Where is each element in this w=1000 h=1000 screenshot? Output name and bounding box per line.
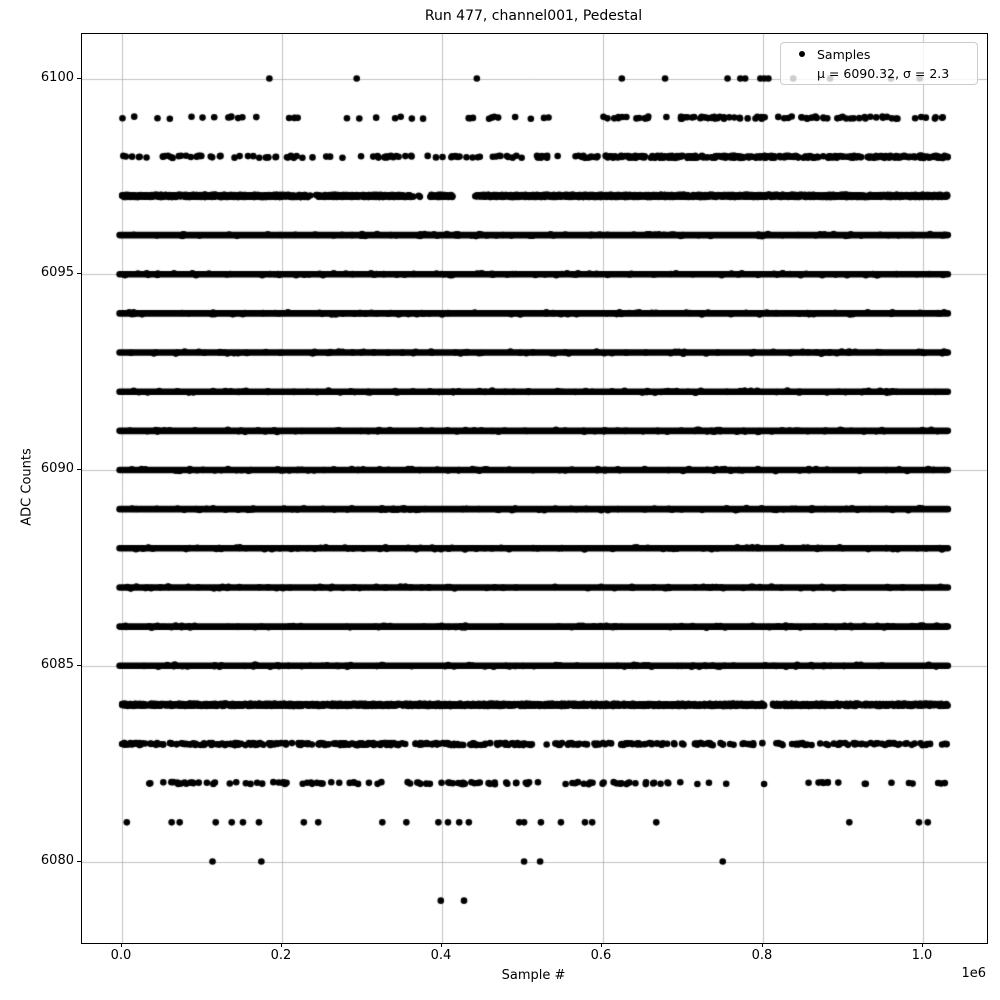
y-tick-label: 6090 — [40, 461, 74, 476]
x-tick-mark — [281, 943, 282, 947]
y-tick-mark — [77, 273, 81, 274]
x-axis-offset-label: 1e6 — [961, 966, 986, 981]
y-tick-mark — [77, 469, 81, 470]
y-tick-label: 6100 — [40, 70, 74, 85]
x-tick-mark — [762, 943, 763, 947]
legend-stats-label: μ = 6090.32, σ = 2.3 — [817, 65, 950, 81]
legend-samples-label: Samples — [817, 46, 871, 62]
legend-sample-dot-icon — [787, 51, 817, 57]
chart-title: Run 477, channel001, Pedestal — [424, 8, 643, 24]
y-tick-mark — [77, 78, 81, 79]
x-tick-label: 0.6 — [590, 948, 612, 963]
scatter-plot-canvas — [82, 34, 987, 943]
y-axis-label: ADC Counts — [19, 448, 35, 526]
x-tick-mark — [441, 943, 442, 947]
x-tick-label: 0.0 — [110, 948, 132, 963]
y-tick-mark — [77, 665, 81, 666]
legend — [780, 42, 978, 85]
x-tick-label: 0.2 — [270, 948, 292, 963]
plot-area — [81, 33, 988, 944]
x-tick-mark — [922, 943, 923, 947]
x-tick-label: 0.4 — [430, 948, 452, 963]
legend-entry-stats — [787, 65, 971, 82]
x-tick-mark — [121, 943, 122, 947]
legend-entry-samples — [787, 46, 971, 63]
x-tick-label: 0.8 — [751, 948, 773, 963]
y-tick-mark — [77, 861, 81, 862]
x-tick-mark — [601, 943, 602, 947]
x-axis-label: Sample # — [501, 968, 566, 983]
x-tick-label: 1.0 — [911, 948, 933, 963]
y-tick-label: 6080 — [40, 853, 74, 868]
y-tick-label: 6085 — [40, 657, 74, 672]
y-tick-label: 6095 — [40, 265, 74, 280]
